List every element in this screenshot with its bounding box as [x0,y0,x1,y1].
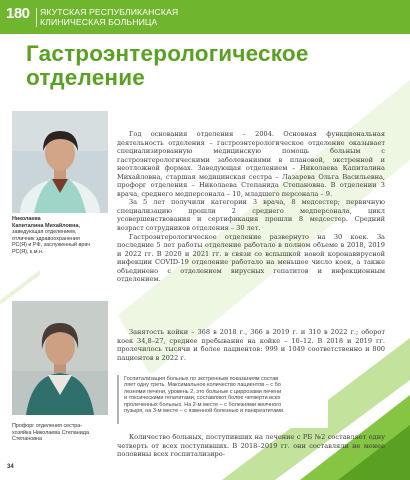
photo-caption-head [12,216,112,256]
paragraph: Гастроэнтерологическое отделение развернуто на 30 коек. За последние 5 лет работы отделение работало в полном объеме в 2018, 2019 и 2022 гг. В 2020 и 2021 гг. в связи со вспышкой новой коронавирусной инфекции COVID-19 отделение работало на меньшее число коек, а также объединено с отделением вирусных гепатитов и инфекционным отделением. [117,232,385,284]
caption-name-line-2: Капиталина Михайловна, [12,222,80,229]
caption-name-line-1: Николаева [12,216,41,222]
logo-text [40,7,178,27]
note-line: пузыря, на 3-м месте – с язвенной болезнью и панкреатитами. [124,408,285,415]
note-line: и токсическими гепатитами, составляют более четверти всех [124,395,281,402]
page-number: 34 [7,464,14,470]
title-line-2: отделение [26,65,145,90]
main-text-top [117,130,385,284]
caption-line: заведующая отделением, [12,229,77,236]
note-line: пролеченных больных. На 2-м месте – с болезнями желчного [124,401,282,408]
portrait-illustration [12,111,108,213]
logo-line-1: ЯКУТСКАЯ РЕСПУБЛИКАНСКАЯ [40,7,179,17]
note-accent-bar [117,375,119,424]
page-title [26,42,386,90]
caption-line: РС(Я) и РФ, заслуженный врач [12,242,91,249]
caption-line: Профорг отделения сестра- [12,423,83,429]
photo-union-organizer [12,301,108,415]
caption-line: хозяйка Николаева Степанида [12,429,89,436]
note-line: Госпитализация больных по экстренным показаниям состав [124,376,279,382]
note-line: лезнями печени, уровень 2, это больные с циррозами печени [124,388,282,395]
logo-line-2: КЛИНИЧЕСКАЯ БОЛЬНИЦА [40,17,158,27]
paragraph: За 5 лет получили категории 3 врача, 8 медсестер; первичную специализацию прошли 2 среднего медперсонала, цикл усовершенствования и сертификация прошли 8 медсестер. Средний возраст сотрудников отделения – 30 лет. [117,198,385,233]
title-line-1: Гастроэнтерологическое [26,41,309,66]
page-header-band [0,0,410,34]
paragraph: Занятость койки – 368 в 2018 г., 366 в 2019 г. и 310 в 2022 г.; оборот коек 34,8–27, среднее пребывание на койке – 10–12. В 2018 и 2019 гг. пролечилось тысячи и более пациентов: 999 и 1049 соответственно и 800 пациентов в 2022 г. [117,328,385,362]
paragraph: Год основания отделения – 2004. Основная функциональная деятельность отделения – гастроэнтерологическое отделение оказывает специализированную медицинскую помощь больным с гастроэнтерологическими заболеваниями в плановой, экстренной и неотложной формах. Заведующая отделением – Николаева Капиталина Михайловна, старшая медицинская сестра – Лазарева Ольга Васильевна, профорг отделения – Николаева Степанида Степановна. В отделении 3 врача, среднего медперсонала – 10, младшего персонала – 9. [117,130,385,198]
caption-line: отличник здравоохранения [12,235,80,242]
note-text [124,376,326,414]
logo-divider [36,8,37,27]
logo-number: 180 [6,5,30,22]
caption-line: Степановна [12,436,43,443]
paragraph: Количество больных, поступивших на лечение с РБ №2 составляет одну четверть от всех поступивших. В 2018–2019 гг. они составляли не менее половины всех госпитализиро- [117,433,385,459]
caption-line: РС(Я), к.м.н. [12,248,44,255]
portrait-illustration [12,301,108,415]
note-line: ляет одну треть. Максимальное количество пациентов – с бо [124,382,281,389]
highlight-note-box [117,373,328,428]
main-text-middle [117,328,385,362]
photo-head-of-department [12,111,108,213]
main-text-bottom [117,433,385,459]
photo-caption-organizer [12,423,112,443]
